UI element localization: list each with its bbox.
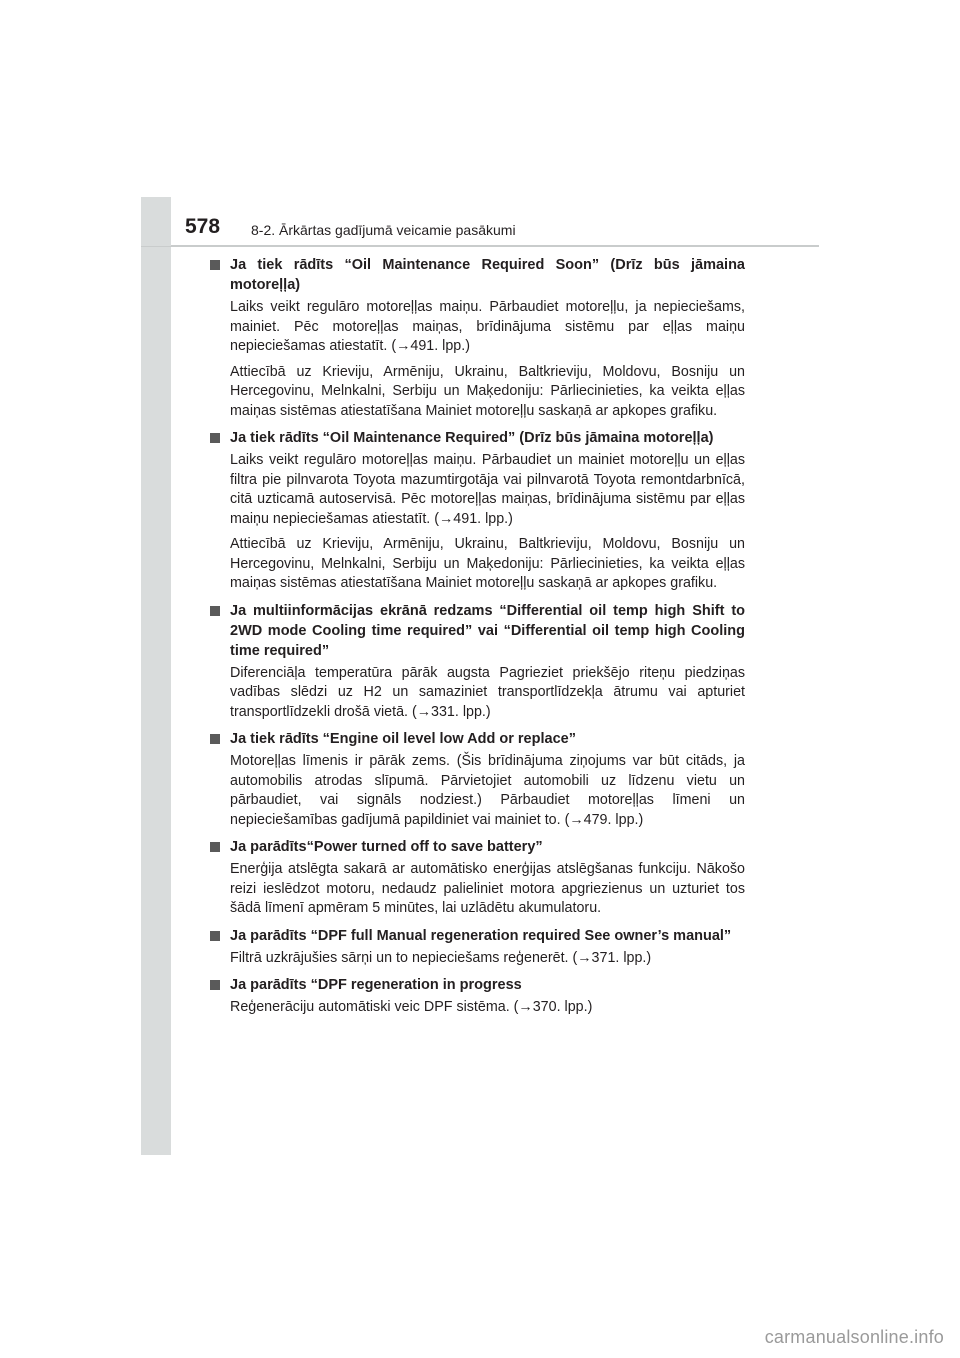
entry-engine-oil-level-low [210,729,745,830]
bullet-square-icon [210,433,220,443]
entry-differential-oil-temp [210,601,745,723]
entry-heading-text: Ja tiek rādīts “Oil Maintenance Required Soon” (Drīz būs jāmaina motoreļļa) [230,257,745,293]
bullet-square-icon [210,842,220,852]
bullet-square-icon [210,931,220,941]
entry-heading [210,255,745,295]
paragraph: Laiks veikt regulāro motoreļļas maiņu. Pārbaudiet un mainiet motoreļļu un eļļas filtra pie pilnvarota Toyota mazumtirgotāja vai pilnvarotā Toyota remontdarbnīcā, citā uzticamā autoservisā. Pēc motoreļļas maiņas, brīdinājuma sistēmu par eļļas maiņu nepieciešamas atiestatīt. (→491. lpp.) [230,452,745,527]
entry-heading-text: Ja tiek rādīts “Oil Maintenance Required” (Drīz būs jāmaina motoreļļa) [230,430,714,446]
entry-heading-text: Ja tiek rādīts “Engine oil level low Add or replace” [230,731,576,747]
entry-dpf-regeneration [210,975,745,1018]
bullet-square-icon [210,980,220,990]
entry-heading [210,837,745,857]
entry-heading-text: Ja parādīts “DPF full Manual regeneration required See owner’s manual” [230,927,732,944]
entry-dpf-full [210,926,745,969]
page-number: 578 [185,215,221,238]
paragraph: Diferenciāļa temperatūra pārāk augsta Pagrieziet priekšējo riteņu piedziņas vadības slēdzi uz H2 un samaziniet transportlīdzekļa ātrumu vai apturiet transportlīdzekli drošā vietā. (→331. lpp.) [230,664,745,720]
entry-heading [210,926,745,946]
entry-heading [210,975,745,995]
paragraph: Motoreļļas līmenis ir pārāk zems. (Šis brīdinājuma ziņojums var būt citāds, ja automobilis atrodas slīpumā. Pārvietojiet automobili uz līdzenu vietu un pārbaudiet, vai signāls nodziest.) Pārbaudiet motoreļļas līmeni un nepieciešamības gadījumā papildiniet vai mainiet to. (→479. lpp.) [230,753,745,828]
entry-heading [210,729,745,749]
entry-oil-maintenance-required [210,428,745,594]
section-title: 8-2. Ārkārtas gadījumā veicamie pasākumi [251,222,516,238]
paragraph: Attiecībā uz Krieviju, Armēniju, Ukrainu, Baltkrieviju, Moldovu, Bosniju un Hercegovinu, Melnkalni, Serbiju un Maķedoniju: Pārliecinieties, ka veikta eļļas maiņas sistēmas atiestatīšana Mainiet motoreļļu saskaņā ar apkopes grafiku. [230,536,745,591]
chapter-side-strip [141,197,171,1155]
entry-heading-text: Ja parādīts “DPF regeneration in progress [230,977,522,993]
paragraph: Filtrā uzkrājušies sārņi un to nepieciešams reģenerēt. (→371. lpp.) [230,949,652,966]
bullet-square-icon [210,734,220,744]
paragraph: Enerģija atslēgta sakarā ar automātisko enerģijas atslēgšanas funkciju. Nākošo reizi ieslēdzot motoru, nedaudz palieliniet motora apgriezienus un uzturiet tos šādā līmenī apmēram 5 minūtes, lai uzlādētu akumulatoru. [230,861,745,916]
paragraph: Attiecībā uz Krieviju, Armēniju, Ukrainu, Baltkrieviju, Moldovu, Bosniju un Hercegovinu, Melnkalni, Serbiju un Maķedoniju: Pārliecinieties, ka veikta eļļas maiņas sistēmas atiestatīšana Mainiet motoreļļu saskaņā ar apkopes grafiku. [230,363,745,419]
page-content [210,255,745,1025]
entry-heading-text: Ja parādīts“Power turned off to save battery” [230,839,543,855]
bullet-square-icon [210,260,220,270]
paragraph: Reģenerāciju automātiski veic DPF sistēma. (→370. lpp.) [230,999,593,1015]
entry-oil-maintenance-soon [210,255,745,421]
entry-heading [210,428,745,448]
site-watermark: carmanualsonline.info [764,1327,944,1347]
header-strip [141,197,171,246]
bullet-square-icon [210,606,220,616]
entry-power-turned-off [210,837,745,919]
entry-heading [210,601,745,661]
paragraph: Laiks veikt regulāro motoreļļas maiņu. Pārbaudiet motoreļļu, ja nepieciešams, mainiet. Pēc motoreļļas maiņas, brīdinājuma sistēmu par eļļas maiņu nepieciešamas atiestatīt. (→491. lpp.) [230,299,745,354]
entry-heading-text: Ja multiinformācijas ekrānā redzams “Differential oil temp high Shift to 2WD mode Cooling time required” vai “Differential oil temp high Cooling time required” [230,602,745,659]
